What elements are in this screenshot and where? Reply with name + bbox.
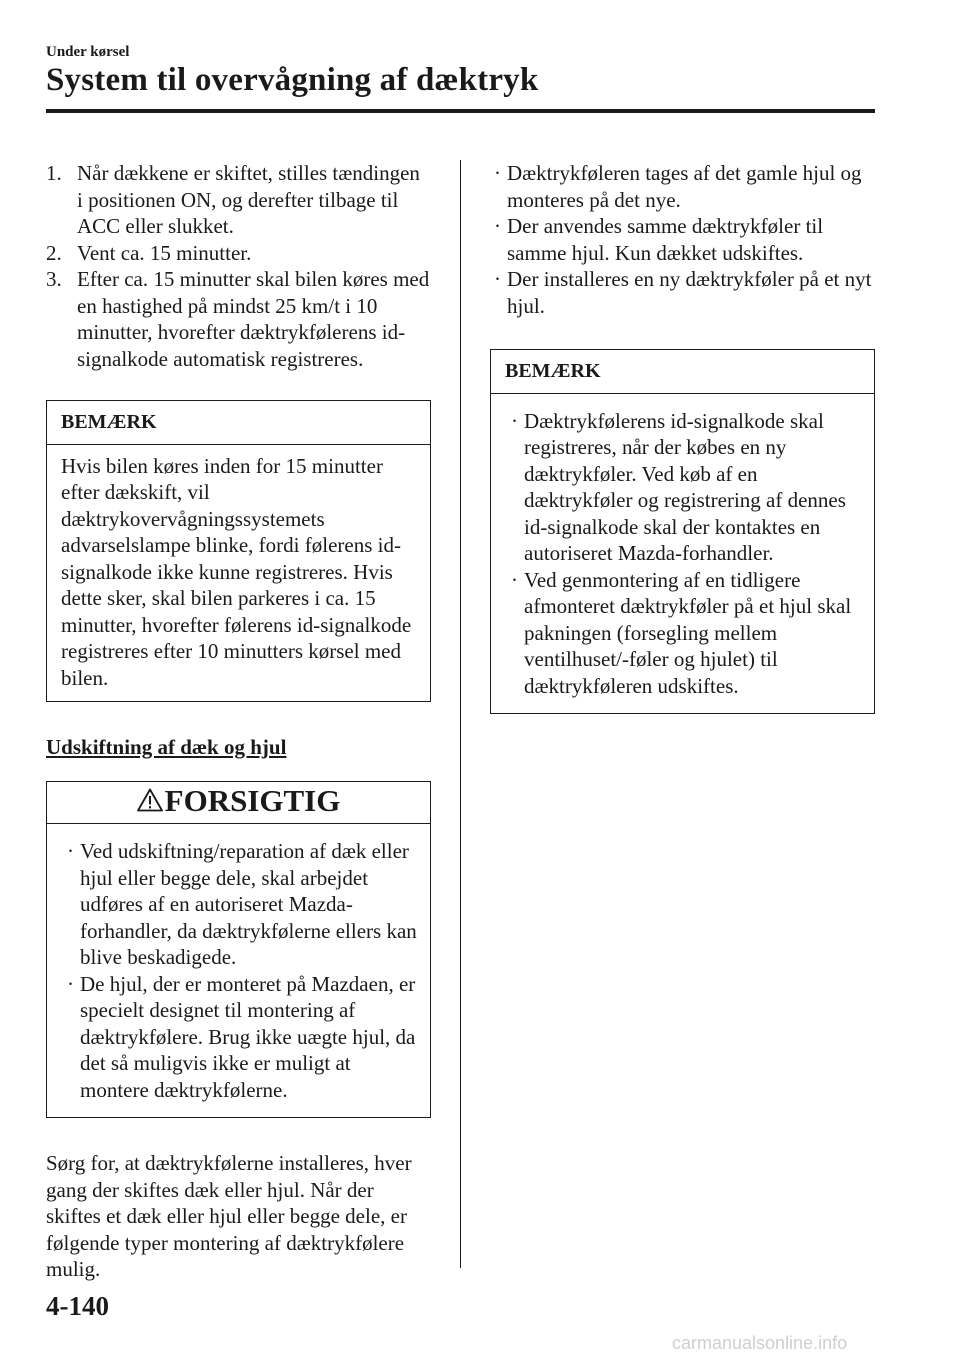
note-label: BEMÆRK	[47, 401, 430, 445]
step-number: 2.	[46, 240, 62, 265]
title-rule	[46, 109, 875, 113]
step-number: 1.	[46, 161, 62, 185]
left-column	[46, 160, 431, 1283]
step-text: Vent ca. 15 minutter.	[77, 240, 252, 265]
bullet-dot-icon: ·	[67, 839, 74, 863]
bullet-dot-icon: ·	[494, 214, 501, 238]
list-item	[490, 160, 875, 213]
section-subheading: Udskiftning af dæk og hjul	[46, 735, 287, 759]
step-number: 3.	[46, 267, 62, 291]
list-item	[490, 266, 875, 319]
step-item	[46, 266, 431, 372]
page-number: 4-140	[46, 1291, 109, 1321]
step-item	[46, 160, 431, 240]
bullet-dot-icon: ·	[67, 971, 74, 996]
note-body	[491, 394, 874, 714]
list-item-text: Der installeres en ny dæktrykføler på et nyt hjul.	[507, 267, 872, 318]
step-text: Når dækkene er skiftet, stilles tændingen i positionen ON, og derefter tilbage til ACC eller slukket.	[77, 161, 420, 238]
right-column	[490, 160, 875, 714]
caution-item	[63, 838, 420, 971]
caution-header	[47, 782, 430, 825]
caution-item	[63, 971, 420, 1104]
page-title: System til overvågning af dæktryk	[46, 62, 539, 98]
bullet-dot-icon: ·	[511, 567, 518, 592]
note-item	[507, 567, 864, 700]
warning-triangle-icon	[137, 788, 163, 816]
watermark: carmanualsonline.info	[672, 1333, 848, 1353]
bullet-dot-icon: ·	[494, 161, 501, 185]
list-item-text: Dæktrykføleren tages af det gamle hjul og monteres på det nye.	[507, 161, 862, 212]
bullet-dot-icon: ·	[494, 267, 501, 291]
caution-body	[47, 824, 430, 1117]
caution-label: FORSIGTIG	[164, 782, 341, 818]
step-text: Efter ca. 15 minutter skal bilen køres med en hastighed på mindst 25 km/t i 10 minutter, hvorefter dæktrykfølerens id-signalkode automatisk registreres.	[77, 267, 430, 371]
note-box	[490, 349, 875, 714]
caution-item-text: Ved udskiftning/reparation af dæk eller hjul eller begge dele, skal arbejdet udføres af en autoriseret Mazda-forhandler, da dæktrykfølerne ellers kan blive beskadigede.	[80, 839, 417, 969]
column-divider	[460, 160, 461, 1268]
note-label: BEMÆRK	[491, 350, 874, 394]
section-label: Under kørsel	[46, 44, 130, 60]
body-paragraph: Sørg for, at dæktrykfølerne installeres, hver gang der skiftes dæk eller hjul. Når der skiftes et dæk eller hjul eller begge dele, er følgende typer montering af dæktrykfølere mulig.	[46, 1151, 412, 1281]
step-item	[46, 240, 431, 267]
caution-item-text: De hjul, der er monteret på Mazdaen, er specielt designet til montering af dæktrykfølere. Brug ikke uægte hjul, da det så muligvis ikke er muligt at montere dæktrykfølerne.	[80, 971, 416, 1102]
note-item-text: Ved genmontering af en tidligere afmonteret dæktrykføler på et hjul skal pakningen (forsegling mellem ventilhuset/-føler og hjulet) til dæktrykføleren udskiftes.	[524, 567, 852, 698]
caution-box	[46, 781, 431, 1119]
list-item	[490, 213, 875, 266]
mounting-options-list	[490, 160, 875, 319]
procedure-steps	[46, 160, 431, 372]
list-item-text: Der anvendes samme dæktrykføler til samme hjul. Kun dækket udskiftes.	[507, 214, 824, 265]
bullet-dot-icon: ·	[511, 408, 518, 433]
note-box	[46, 400, 431, 702]
note-item-text: Dæktrykfølerens id-signalkode skal registreres, når der købes en ny dæktrykføler. Ved køb af en dæktrykføler og registrering af dennes id-signalkode skal der kontaktes en autoriseret Mazda-forhandler.	[524, 408, 846, 565]
note-text: Hvis bilen køres inden for 15 minutter efter dækskift, vil dæktrykovervågningssystemets advarselslampe blinke, fordi følerens id-signalkode ikke kunne registreres. Hvis dette sker, skal bilen parkeres i ca. 15 minutter, hvorefter følerens id-signalkode registreres efter 10 minutters kørsel med bilen.	[61, 453, 412, 690]
note-item	[507, 408, 864, 567]
